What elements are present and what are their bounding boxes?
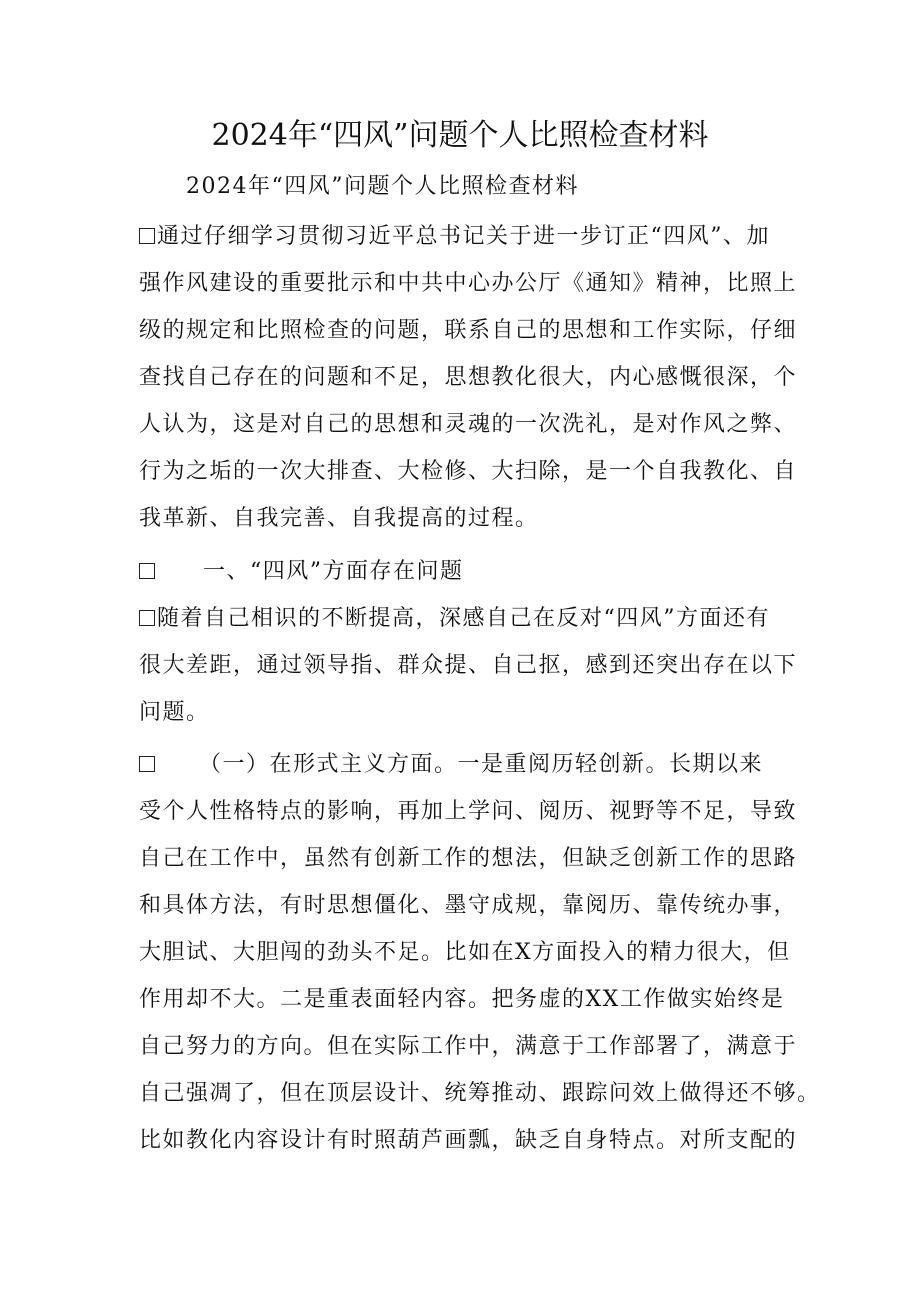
paragraph-line: 问题。 bbox=[139, 700, 210, 725]
paragraph-line: 大胆试、大胆闯的劲头不足。比如在X方面投入的精力很大，但 bbox=[139, 940, 791, 965]
paragraph-line: 行为之垢的一次大排查、大检修、大扫除，是一个自我教化、自 bbox=[139, 459, 798, 484]
paragraph-line: 查找自己存在的问题和不足，思想教化很大，内心感慨很深，个 bbox=[139, 365, 798, 390]
document-title: 2024年“四风”问题个人比照检查材料 bbox=[211, 118, 709, 153]
paragraph-line: 人认为，这是对自己的思想和灵魂的一次洗礼，是对作风之弊、 bbox=[139, 412, 798, 437]
paragraph-line: 通过仔细学习贯彻习近平总书记关于进一步订正“四风”、加 bbox=[139, 222, 770, 252]
paragraph-line: 作用却不大。二是重表面轻内容。把务虚的XX工作做实始终是 bbox=[139, 987, 785, 1012]
paragraph-line: 自己强凋了，但在顶层设计、统筹推动、跟踪问效上做得还不够。 bbox=[139, 1081, 821, 1106]
section-heading: 一、“四风”方面存在问题 bbox=[139, 557, 464, 587]
paragraph-line: 级的规定和比照检查的问题，联系自己的思想和工作实际，仔细 bbox=[139, 318, 798, 343]
paragraph-line: 强作风建设的重要批示和中共中心办公厅《通知》精神，比照上 bbox=[139, 271, 798, 296]
paragraph-line: 自己努力的方向。但在实际工作中，满意于工作部署了，满意于 bbox=[139, 1034, 798, 1059]
subsection-heading: （一）在形式主义方面。一是重阅历轻创新。长期以来 bbox=[139, 750, 763, 780]
paragraph-line: 自己在工作中，虽然有创新工作的想法，但缺乏创新工作的思路 bbox=[139, 846, 798, 871]
checkbox-glyph-icon bbox=[139, 228, 155, 244]
document-subtitle: 2024年“四风”问题个人比照检查材料 bbox=[186, 174, 579, 199]
paragraph-line: 受个人性格特点的影响，再加上学问、阅历、视野等不足，导致 bbox=[139, 799, 798, 824]
paragraph-line: 比如教化内容设计有时照葫芦画瓢，缺乏自身特点。对所支配的 bbox=[139, 1128, 798, 1153]
paragraph-line: 和具体方法，有时思想僵化、墨守成规，靠阅历、靠传统办事， bbox=[139, 893, 798, 918]
checkbox-glyph-icon bbox=[139, 563, 155, 579]
paragraph-line: 我革新、自我完善、自我提高的过程。 bbox=[139, 506, 539, 531]
paragraph-line: 很大差距，通过领导指、群众提、自己抠，感到还突出存在以下 bbox=[139, 653, 798, 678]
checkbox-glyph-icon bbox=[139, 756, 155, 772]
checkbox-glyph-icon bbox=[139, 610, 155, 626]
paragraph-line: 随着自己相识的不断提高，深感自己在反对“四风”方面还有 bbox=[139, 604, 770, 634]
